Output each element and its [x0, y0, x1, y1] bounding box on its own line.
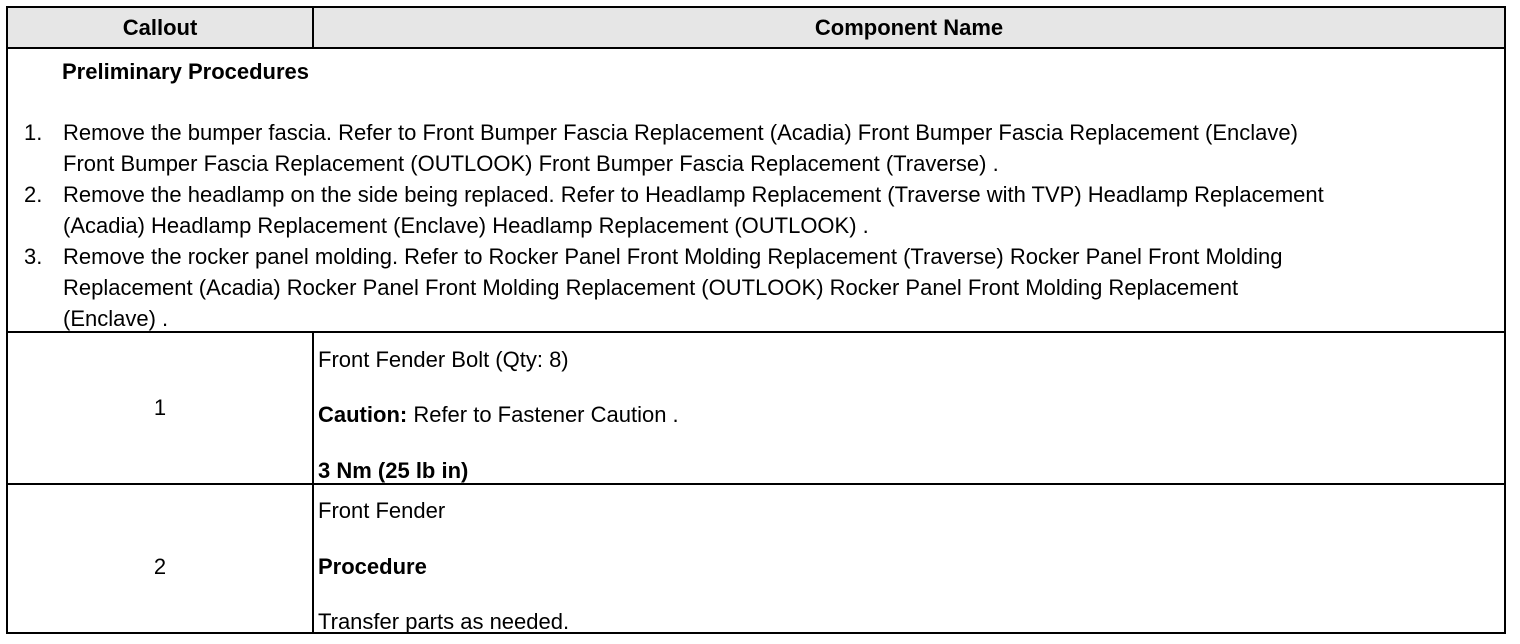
step-text-line: Remove the rocker panel molding. Refer to Rocker Panel Front Molding Replacement (Traverse) Rocker Panel Front Molding [63, 244, 1283, 269]
step-number: 3. [24, 244, 43, 269]
procedure-text: Transfer parts as needed. [318, 609, 570, 634]
step-text-line: (Acadia) Headlamp Replacement (Enclave) Headlamp Replacement (OUTLOOK) . [63, 213, 869, 238]
step-text-line: Remove the headlamp on the side being replaced. Refer to Headlamp Replacement (Traverse with TVP) Headlamp Replacement [63, 182, 1324, 207]
preliminary-step [8, 117, 1500, 179]
table-row [8, 485, 1504, 632]
callout-column-header: Callout [122, 15, 198, 40]
component-name: Front Fender Bolt (Qty: 8) [318, 347, 569, 372]
preliminary-step [8, 179, 1500, 241]
step-text-line: Replacement (Acadia) Rocker Panel Front Molding Replacement (OUTLOOK) Rocker Panel Front Molding Replacement [63, 275, 1239, 300]
preliminary-step [8, 241, 1500, 334]
caution-note [318, 402, 679, 428]
callout-column-divider [312, 331, 314, 633]
callout-number: 1 [153, 395, 167, 420]
step-text-line: (Enclave) . [63, 306, 169, 331]
preliminary-procedures-section [8, 49, 1504, 331]
torque-spec: 3 Nm (25 lb in) [318, 458, 469, 483]
preliminary-steps-list [8, 117, 1500, 334]
procedure-label: Procedure [318, 554, 427, 579]
caution-label: Caution: [318, 402, 408, 427]
header-column-divider [312, 8, 314, 48]
step-number: 2. [24, 182, 43, 207]
step-text-line: Front Bumper Fascia Replacement (OUTLOOK) Front Bumper Fascia Replacement (Traverse) . [63, 151, 999, 176]
step-number: 1. [24, 120, 43, 145]
table-header-row [8, 8, 1504, 48]
callout-number: 2 [153, 554, 167, 579]
component-name-column-header: Component Name [814, 15, 1004, 40]
preliminary-procedures-title: Preliminary Procedures [62, 59, 310, 84]
procedure-table [6, 6, 1506, 634]
table-row [8, 333, 1504, 483]
component-name: Front Fender [318, 498, 446, 523]
step-text-line: Remove the bumper fascia. Refer to Front Bumper Fascia Replacement (Acadia) Front Bumper Fascia Replacement (Enclave) [63, 120, 1298, 145]
caution-text: Refer to Fastener Caution . [407, 402, 679, 427]
